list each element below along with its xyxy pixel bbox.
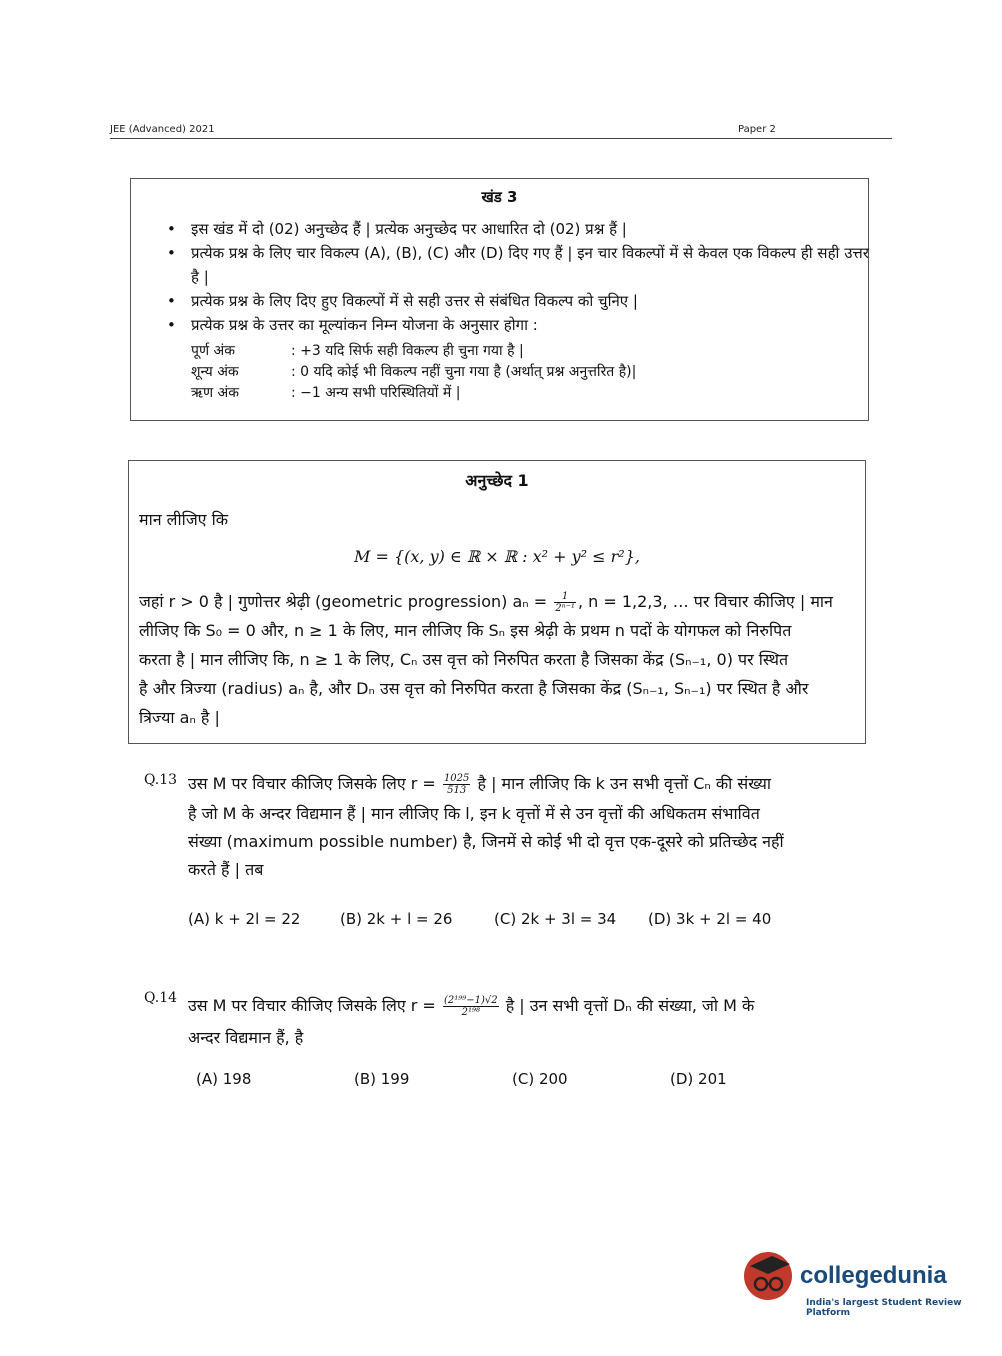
marks-label: ऋण अंक (191, 385, 239, 401)
fraction-denominator: 2ⁿ⁻¹ (555, 603, 575, 614)
passage-title: अनुच्छेद 1 (465, 471, 529, 490)
instruction-item: • इस खंड में दो (02) अनुच्छेद हैं | प्रत्येक अनुच्छेद पर आधारित दो (02) प्रश्न हैं | (191, 217, 871, 241)
passage-line: करता है | मान लीजिए कि, n ≥ 1 के लिए, Cₙ उस वृत्त को निरुपित करता है जिसका केंद्र (Sₙ₋₁, 0) पर स्थित (139, 650, 789, 669)
fraction-denominator: 513 (447, 785, 467, 796)
marks-row-negative (191, 383, 460, 403)
logo-wordmark: collegedunia (800, 1262, 947, 1289)
option-d[interactable]: (D) 3k + 2l = 40 (648, 910, 772, 928)
marks-row-full (191, 341, 524, 361)
question-text: उस M पर विचार कीजिए जिसके लिए r = (188, 996, 436, 1015)
question-line: करते हैं | तब (188, 860, 264, 879)
passage-text: , n = 1,2,3, … पर विचार कीजिए | मान (577, 592, 833, 611)
question-text: है | उन सभी वृत्तों Dₙ की संख्या, जो M के (505, 996, 755, 1015)
set-definition-formula: M = {(x, y) ∈ ℝ × ℝ : x² + y² ≤ r²}, (354, 547, 640, 566)
passage-line (139, 587, 859, 616)
question-line: है जो M के अन्दर विद्यमान हैं | मान लीजिए कि l, इन k वृत्तों में से उन वृत्तों की अधिकतम संभावित (188, 804, 760, 823)
marks-label: पूर्ण अंक (191, 343, 235, 359)
question-text: उस M पर विचार कीजिए जिसके लिए r = (188, 774, 436, 793)
logo-tagline: India's largest Student Review Platform (806, 1298, 962, 1318)
option-a[interactable]: (A) 198 (196, 1070, 252, 1088)
option-b[interactable]: (B) 199 (354, 1070, 410, 1088)
passage-box (128, 460, 866, 744)
instruction-item: • प्रत्येक प्रश्न के लिए दिए हुए विकल्पों में से सही उत्तर से संबंधित विकल्प को चुनिए | (191, 289, 871, 313)
instruction-item: • प्रत्येक प्रश्न के लिए चार विकल्प (A), (B), (C) और (D) दिए गए हैं | इन चार विकल्पों में से केवल एक विकल्प ही सही उत्तर है | (191, 241, 871, 289)
fraction-numerator: 1025 (443, 773, 470, 784)
passage-line: है और त्रिज्या (radius) aₙ है, और Dₙ उस वृत्त को निरुपित करता है जिसका केंद्र (Sₙ₋₁, Sₙ₋₁) पर स्थित है और (139, 679, 809, 698)
passage-intro: मान लीजिए कि (139, 510, 229, 529)
question-line: अन्दर विद्यमान हैं, है (188, 1028, 304, 1047)
fraction-denominator: 2¹⁹⁸ (461, 1007, 480, 1018)
instruction-list (161, 217, 871, 337)
marks-row-zero (191, 362, 636, 382)
fraction (554, 591, 576, 614)
marks-text: : −1 अन्य सभी परिस्थितियों में | (291, 385, 461, 401)
question-line (188, 770, 828, 798)
fraction (443, 995, 499, 1018)
fraction (443, 773, 470, 796)
instruction-item: • प्रत्येक प्रश्न के उत्तर का मूल्यांकन निम्न योजना के अनुसार होगा : (191, 313, 871, 337)
collegedunia-mascot-icon (744, 1252, 792, 1300)
header-exam-name: JEE (Advanced) 2021 (110, 124, 215, 135)
fraction-numerator: 1 (554, 591, 576, 603)
option-c[interactable]: (C) 200 (512, 1070, 568, 1088)
option-d[interactable]: (D) 201 (670, 1070, 727, 1088)
option-b[interactable]: (B) 2k + l = 26 (340, 910, 453, 928)
marks-text: : +3 यदि सिर्फ सही विकल्प ही चुना गया है | (291, 343, 524, 359)
passage-line: लीजिए कि S₀ = 0 और, n ≥ 1 के लिए, मान लीजिए कि Sₙ इस श्रेढ़ी के प्रथम n पदों के योगफल को निरुपित (139, 621, 792, 640)
section-instructions-box (130, 178, 869, 421)
question-text: है | मान लीजिए कि k उन सभी वृत्तों Cₙ की संख्या (477, 774, 771, 793)
question-number: Q.14 (144, 990, 178, 1006)
question-number: Q.13 (144, 772, 178, 788)
section-title: खंड 3 (481, 188, 518, 206)
option-c[interactable]: (C) 2k + 3l = 34 (494, 910, 617, 928)
option-a[interactable]: (A) k + 2l = 22 (188, 910, 301, 928)
fraction-numerator: (2¹⁹⁹−1)√2 (443, 995, 498, 1006)
passage-line: त्रिज्या aₙ है | (139, 708, 220, 727)
header-paper: Paper 2 (738, 124, 776, 135)
header-rule (110, 138, 892, 139)
question-line: संख्या (maximum possible number) है, जिनमें से कोई भी दो वृत्त एक-दूसरे को प्रतिच्छेद नहीं (188, 832, 784, 851)
question-line (188, 992, 848, 1020)
marks-text: : 0 यदि कोई भी विकल्प नहीं चुना गया है (अर्थात् प्रश्न अनुत्तरित है)| (291, 364, 637, 380)
passage-text: जहां r > 0 है | गुणोत्तर श्रेढ़ी (geometric progression) aₙ = (139, 592, 548, 611)
marks-label: शून्य अंक (191, 364, 239, 380)
